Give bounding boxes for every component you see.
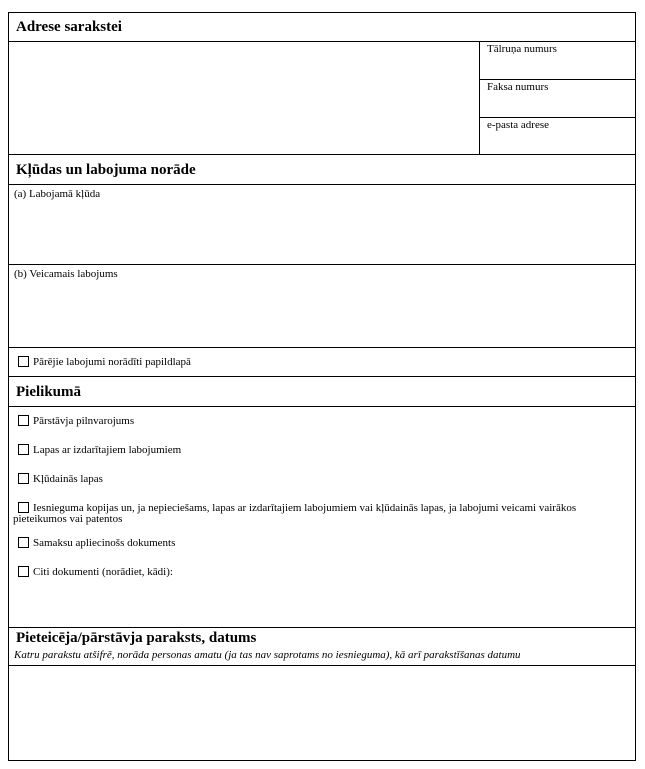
attachment-label: Kļūdainās lapas [33,473,103,485]
attachment-checkbox-power-of-attorney[interactable] [18,415,29,426]
attachment-checkbox-corrected-pages[interactable] [18,444,29,455]
attachment-label: Citi dokumenti (norādiet, kādi): [33,566,173,578]
attachment-label: Iesnieguma kopijas un, ja nepieciešams, lapas ar izdarītajiem labojumiem vai kļūdainās lapas, ja labojumi veicami vairākos pieteikumos vai patentos [13,502,577,525]
fix-label: (b) Veicamais labojums [14,268,118,280]
divider [9,154,635,155]
correction-request-form [8,12,636,761]
attachment-checkbox-other-documents[interactable] [18,566,29,577]
email-field[interactable] [480,118,635,154]
error-label: (a) Labojamā kļūda [14,188,101,200]
other-fixes-label: Pārējie labojumi norādīti papildlapā [33,356,191,368]
correction-heading: Kļūdas un labojuma norāde [16,162,196,178]
fax-label: Faksa numurs [487,81,549,93]
signature-field[interactable] [9,666,635,759]
divider [9,376,635,377]
error-field[interactable] [9,185,635,263]
phone-label: Tālruņa numurs [487,43,557,55]
divider [9,627,635,628]
divider [9,406,635,407]
attachment-checkbox-payment-proof[interactable] [18,537,29,548]
address-field[interactable] [9,42,479,154]
phone-field[interactable] [480,42,635,79]
divider [9,347,635,348]
signature-heading: Pieteicēja/pārstāvja paraksts, datums [16,630,257,646]
attachment-label: Pārstāvja pilnvarojums [33,415,135,427]
other-documents-field[interactable] [9,583,635,626]
fix-field[interactable] [9,265,635,346]
email-label: e-pasta adrese [487,119,549,131]
attachments-heading: Pielikumā [16,384,82,400]
other-fixes-checkbox[interactable] [18,356,29,367]
attachment-label: Samaksu apliecinošs dokuments [33,537,176,549]
attachment-checkbox-erroneous-pages[interactable] [18,473,29,484]
address-heading: Adrese sarakstei [16,19,122,35]
signature-note: Katru parakstu atšifrē, norāda personas amatu (ja tas nav saprotams no iesnieguma), kā arī parakstīšanas datumu [14,649,521,661]
fax-field[interactable] [480,80,635,116]
attachment-label: Lapas ar izdarītajiem labojumiem [33,444,182,456]
